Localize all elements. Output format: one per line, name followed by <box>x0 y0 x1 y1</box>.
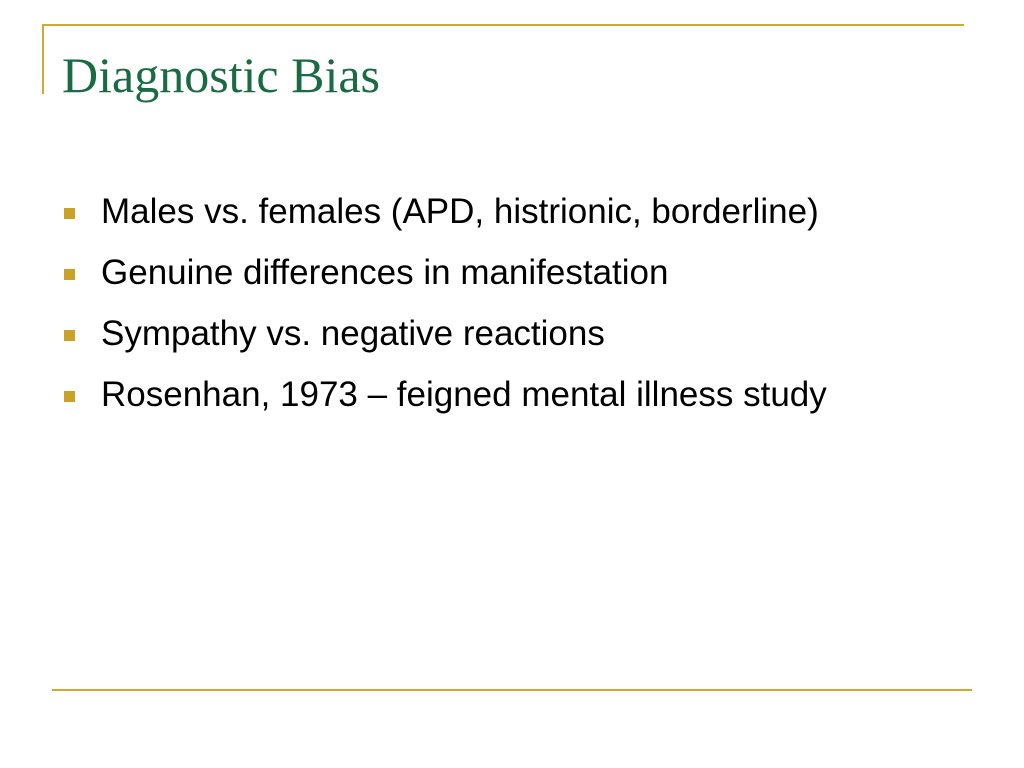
bullet-item <box>64 308 884 359</box>
bullet-text: Males vs. females (APD, histrionic, borderline) <box>101 192 819 231</box>
bullet-text: Sympathy vs. negative reactions <box>101 314 605 353</box>
bullet-item <box>64 247 884 298</box>
square-bullet-icon <box>64 269 75 280</box>
bullet-list <box>64 186 884 430</box>
bullet-item <box>64 186 884 237</box>
top-accent-line <box>42 24 964 26</box>
bullet-text: Genuine differences in manifestation <box>101 253 669 292</box>
bullet-item <box>64 369 884 420</box>
slide-title: Diagnostic Bias <box>62 47 381 103</box>
square-bullet-icon <box>64 391 75 402</box>
bullet-text: Rosenhan, 1973 – feigned mental illness study <box>101 375 827 414</box>
square-bullet-icon <box>64 330 75 341</box>
square-bullet-icon <box>64 208 75 219</box>
left-accent-line <box>42 24 44 94</box>
bottom-accent-line <box>52 689 972 691</box>
